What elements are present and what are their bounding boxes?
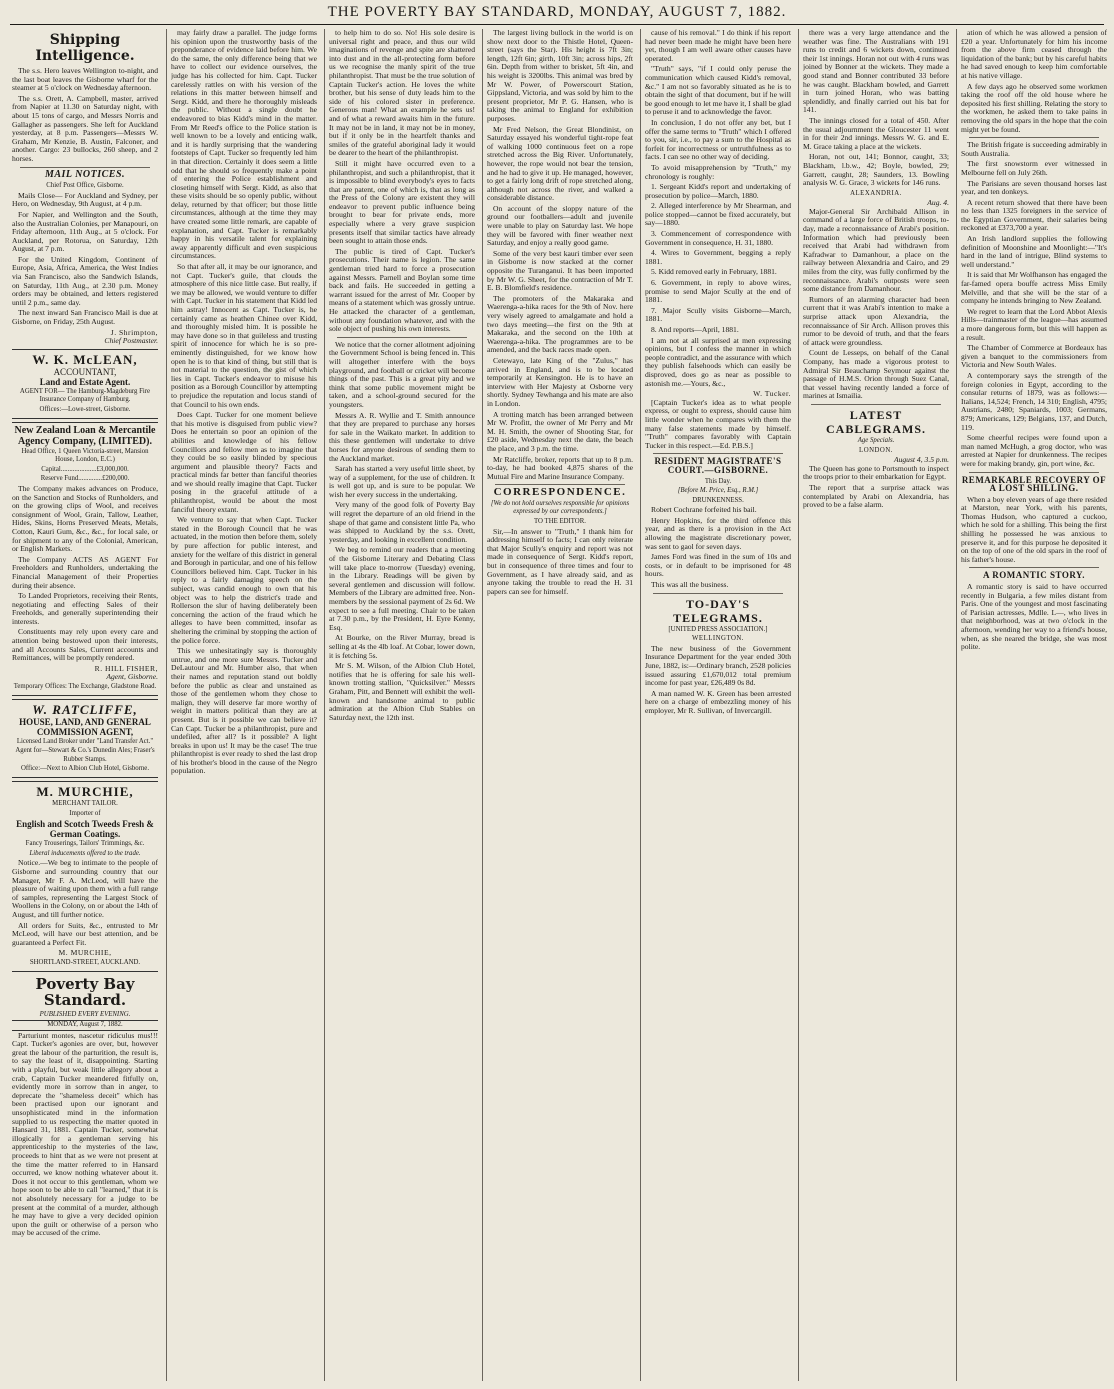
advert-line: Offices:—Lowe-street, Gisborne. bbox=[39, 406, 131, 413]
advert-line: Reserve Fund..............£200,000. bbox=[40, 475, 130, 483]
advert-line: MERCHANT TAILOR. bbox=[52, 800, 118, 807]
advert-paragraph: Constituents may rely upon every care and attention being bestowed upon their interests, and all Accounts Sales, Current accounts and Remittances, will be promptly rendered. bbox=[12, 627, 158, 663]
mail-subheading: Chief Post Office, Gisborne. bbox=[46, 182, 124, 190]
advert-line: Agent for—Stewart & Co.'s Dunedin Ales; Fraser's Rubber Stamps. bbox=[15, 747, 155, 763]
news-paragraph: The first snowstorm ever witnessed in Melbourne fell on July 26th. bbox=[961, 159, 1107, 177]
news-paragraph: A few days ago he observed some workmen taking the roof off the old house where he deposited his first shilling. Relating the story to the workmen, he asked them to take pains in removing the old spars in the hope that the coin might yet be found. bbox=[961, 81, 1107, 134]
column-rule bbox=[956, 29, 957, 1381]
advert-loan-agency bbox=[12, 422, 158, 696]
correspondence-paragraph: In conclusion, I do not offer any bet, but I offer the same terms to "Truth" which I offered to you, sir, i.e., to pay a sum to the Hospital as forfeit for incorrectness or untruthfulness as to facts. I can see no other way of deciding. bbox=[645, 117, 791, 162]
mail-paragraph: The next inward San Francisco Mail is due at Gisborne, on Friday, 25th August. bbox=[12, 308, 158, 327]
divider bbox=[653, 593, 783, 594]
list-item: 7. Major Scully visits Gisborne—March, 1881. bbox=[645, 305, 791, 324]
advert-line: Capital.....................£3,000,000. bbox=[41, 465, 129, 473]
local-news-paragraph: The largest living bullock in the world is on show next door to the Thistle Hotel, Queen-street (says the Star). His height is 7ft 3in; length, 12ft 6in; girth, 10ft 3in; across hips, 2ft 6in. Depth from wither to brisket, 5ft 4in, and his weight is 3200lbs. This animal was bred by Mr W. Power, of Powerscourt Station, Gippsland, Victoria, and was sold by him to the present proprietor, Mr P. G. Hansen, who is taking the animal to England for exhibition purposes. bbox=[487, 29, 633, 123]
local-news-paragraph: A trotting match has been arranged between Mr W. Profitt, the owner of Mr Perry and Mr M. H. Smith, the owner of Shooting Star, for £20 aside, Wednesday next the date, the beach the place, and 3 p.m. the time. bbox=[487, 409, 633, 453]
column-6 bbox=[803, 29, 949, 1381]
advert-signature: M. MURCHIE, bbox=[58, 948, 112, 958]
news-paragraph: Some cheerful recipes were found upon a man named McHugh, a grog doctor, who was arrested at Napier for drunkenness. The recipes were for making brandy, gin, port wine, &c. bbox=[961, 433, 1107, 468]
advert-line: HOUSE, LAND, AND GENERAL COMMISSION AGENT, bbox=[19, 716, 151, 737]
local-news-paragraph: Mr Fred Nelson, the Great Blondinist, on Saturday essayed his wonderful tight-rope feat of walking 1000 continuous feet on a rope stretched across the Big River. Unfortunately, however, the rope would not bear the tension, and he had to give it up. He managed, however, to get a fairly long drift of rope stretched along, although not across the river, and walked a considerable distance. bbox=[487, 124, 633, 203]
local-news-paragraph: Very many of the good folk of Poverty Bay will regret the departure of an old friend in the shape of that game and consistent little Pa, who was shipped to Auckland by the s.s. Orett, yesterday, and looking in excellent condition. bbox=[329, 500, 475, 544]
list-item: 2. Alleged interference by Mr Shearman, and police stopped—cannot be fixed accurately, but say—1880. bbox=[645, 201, 791, 228]
leader-paragraph: Does Capt. Tucker for one moment believe that his motive is disguised from public view? Does he entertain so poor an opinion of the abilities and knowledge of his fellow Councillors and fellow men as to imagine that they could be so easily blinded by specious argument and plausible theory? Facts and practical minds far better than fanciful theories and we should really imagine that Capt. Tucker posing in the graceful attitude of a philanthropist, would be about the most fanciful theory extant. bbox=[171, 410, 317, 514]
telegram-place: WELLINGTON. bbox=[692, 635, 744, 643]
local-news-paragraph: Cetewayo, late King of the "Zulus," has arrived in England, and is to be located temporarily at Kensington. He is to have an interview with Her Majesty at Osborne very shortly. Sydney Tewhanga and his mate are also in London. bbox=[487, 355, 633, 408]
leader-paragraph: The public is tired of Capt. Tucker's prosecutions. Their name is legion. The same gentleman tried hard to force a prosecution against Messrs. Parnell and Boylan some time back and fails. He succeeded in getting a warrant issued for the arrest of Mr. Cooper by means of a statement which was grossly untrue. He attacked the character of a gentleman, without any foundation whatever, and with the sole object of pushing his own interests. bbox=[329, 246, 475, 334]
mail-signature: J. Shrimpton, bbox=[110, 327, 158, 337]
telegram-paragraph: A man named W. K. Green has been arrested here on a charge of embezzling money of his employer, Mr R. Sullivan, of Invercargill. bbox=[645, 688, 791, 715]
advert-line: Importer of bbox=[69, 809, 101, 817]
column-rule bbox=[324, 29, 325, 1381]
cablegram-date: Aug. 4. bbox=[927, 198, 949, 208]
cablegram-paragraph: Count de Lesseps, on behalf of the Canal Company, has made a vigorous protest to Admiral Sir Beauchamp Seymour against the passage of H.M.S. Orion through Suez Canal, that vessel having recently landed a force of marines at Ismailia. bbox=[803, 348, 949, 401]
cablegram-paragraph: The Queen has gone to Portsmouth to inspect the troops prior to their embarkation for Egypt. bbox=[803, 463, 949, 482]
advert-name: New Zealand Loan & Mercantile Agency Company, (LIMITED). bbox=[14, 424, 156, 447]
cablegram-date: August 4, 3.5 p.m. bbox=[893, 455, 949, 465]
advert-mclean bbox=[12, 349, 158, 419]
mail-heading: MAIL NOTICES. bbox=[44, 168, 126, 180]
shipping-paragraph: The s.s. Orett, A. Campbell, master, arrived from Napier at 11.30 on Saturday night, with about 15 tons of cargo, and Messrs Norris and Gallagher as passengers. She left for Auckland yesterday, at 8 p.m. Passengers—Messrs W. Graham, Mr Kenzie, B. Austin, Falconer, and another. Cargo: 23 bullocks, 260 sheep, and 2 horses. bbox=[12, 93, 158, 163]
shipping-heading: Shipping Intelligence. bbox=[35, 32, 135, 64]
romantic-story-paragraph: A romantic story is said to have occurred recently in Bulgaria, a few miles distant from Paris. One of the youngest and most fascinating of Parisian actresses, Mdlle. L—, who lives in that neighborhood, was at two o'clock in the afternoon, wending her way to a friend's house, when, as she neared the bridge, she was most polite. bbox=[961, 582, 1107, 652]
cablegram-paragraph: Horan, not out, 141; Bonnor, caught, 33; Blackham, l.b.w., 42; Boyle, bowled, 29; Garrett, caught, 28; Saunders, 13. Bowling analysis W. G. Grace, 3 wickets for 146 runs. bbox=[803, 152, 949, 188]
list-item: 1. Sergeant Kidd's report and undertaking of prosecution by police—March, 1880. bbox=[645, 182, 791, 200]
local-news-paragraph: We beg to remind our readers that a meeting of the Gisborne Literary and Debating Class will take place to-morrow (Tuesday) evening, in the Library. Readings will be given by several gentlemen and discussion will follow. Members of the Library are admitted free. Non-members by the sessional payment of 2s 6d. We expect to see a full meeting. Chair to be taken at 7.30 p.m., by the President, H. Eyre Kenny, Esq. bbox=[329, 545, 475, 632]
paper-title: Poverty Bay Standard. bbox=[35, 974, 135, 1009]
column-rule bbox=[482, 29, 483, 1381]
advert-signature-address: SHORTLAND-STREET, AUCKLAND. bbox=[29, 958, 141, 966]
masthead: THE POVERTY BAY STANDARD, MONDAY, AUGUST 7, 1882. bbox=[327, 4, 787, 20]
advert-line: Land and Estate Agent. bbox=[39, 376, 131, 387]
divider bbox=[811, 404, 941, 405]
divider bbox=[495, 484, 625, 485]
local-news-paragraph: Some of the very best kauri timber ever seen in Gisborne is now stacked at the corner opposite the Turanganui. It has been imported by Mr W. G. Sheet, for the contraction of Mr T. E. B. Blomfield's residence. bbox=[487, 248, 633, 293]
column-rule bbox=[798, 29, 799, 1381]
masthead-rule bbox=[10, 24, 1104, 25]
advert-paragraph: Notice.—We beg to intimate to the people of Gisborne and surrounding country that our Manager, Mr F. A. McLeod, will have the pleasure of waiting upon them with a full range of samples, representing the Largest Stock of Woollens in the Colony, on or about the 14th of August, and till further notice. bbox=[12, 858, 158, 919]
column-rule bbox=[640, 29, 641, 1381]
news-paragraph: It is said that Mr Wolfhanson has engaged the far-famed opera bouffe actress Miss Emily Melville, and that she will be the star of a company he intends bringing to New Zealand. bbox=[961, 270, 1107, 306]
list-item: 6. Government, in reply to above wires, promise to send Major Scully at the end of 1881. bbox=[645, 278, 791, 305]
advert-paragraph: All orders for Suits, &c., entrusted to Mr McLeod, will have our best attention, and be guaranteed a Perfect Fit. bbox=[12, 920, 158, 947]
advert-murchie bbox=[12, 781, 158, 972]
advert-name: W. K. McLEAN, bbox=[32, 351, 138, 367]
local-news-paragraph: On account of the sloppy nature of the ground our footballers—adult and juvenile were unable to play on Saturday last. We hope they will be favored with finer weather next Saturday, and enjoy a really good game. bbox=[487, 203, 633, 248]
advert-line: English and Scotch Tweeds Fresh & German Coatings. bbox=[16, 819, 154, 840]
leader-paragraph: Still it might have occurred even to a philanthropist, and such a philanthropist, that it is impossible to blind everybody's eyes to facts that are patent, one of which is, that as long as the Press of the Colony are existent they will endeavor to prevent public influence being brought to bear for private ends, more especially where a very grave suspicion presents itself that similar tactics have already been sought to attain those ends. bbox=[329, 158, 475, 246]
chronology-list bbox=[645, 183, 791, 335]
divider bbox=[969, 567, 1099, 568]
correspondence-address: TO THE EDITOR. bbox=[534, 518, 586, 526]
list-item: 4. Wires to Government, begging a reply 1881. bbox=[645, 248, 791, 266]
cablegram-place: ALEXANDRIA. bbox=[850, 189, 902, 197]
news-paragraph: We regret to learn that the Lord Abbot Alexis Hills—trainmaster of the league—has assumed a more dangerous form, but this will happen as a result. bbox=[961, 306, 1107, 342]
advert-name: W. RATCLIFFE, bbox=[32, 701, 138, 717]
column-7 bbox=[961, 29, 1107, 1381]
court-paragraph: This was all the business. bbox=[651, 580, 729, 590]
column-5 bbox=[645, 29, 791, 1381]
column-rule bbox=[166, 29, 167, 1381]
list-item: 3. Commencement of correspondence with Government in consequence, H. 31, 1880. bbox=[645, 229, 791, 247]
news-paragraph: A contemporary says the strength of the foreign colonies in Egypt, according to the consular returns of 1879, was as follows:—Italians, 14,524; French, 14 310; English, 4795; Austrians, 2480; Spaniards, 1003; Germans, 879; Americans, 129; Belgians, 137, and Dutch, 119. bbox=[961, 370, 1107, 432]
paper-date: MONDAY, August 7, 1882. bbox=[12, 1020, 158, 1031]
advert-signature-title: Agent, Gisborne. bbox=[106, 672, 158, 682]
telegrams-heading: TO-DAY'S TELEGRAMS. bbox=[673, 596, 763, 625]
news-paragraph: ation of which he was allowed a pension of £20 a year. Unfortunately for him his income from the above firm ceased through the liquidation of the bank; but by his careful habits he had saved enough to keep him comfortable at his native village. bbox=[961, 29, 1107, 80]
advert-ratcliffe bbox=[12, 699, 158, 778]
leader-paragraph: This we unhesitatingly say is thoroughly untrue, and one more sure Messrs. Tucker and DeLautour and Mr. Humber also, that when their names and reputation stand out boldly before the public as clear and unstained as those of the gentlemen whom they chose to malign, they will deserve far more worthy of weight in matters political than they are at present. But is it possible we can believe it? Can Capt. Tucker be a philanthropist, pure and undefiled, after all? Is it possible? A light breaks in upon us! It may be the case! The true philanthropist is ever ready to shed the last drop of his brother's blood in the cause of the Negro population. bbox=[171, 646, 317, 776]
news-paragraph: A recent return showed that there have been no less than 1325 foreigners in the service of the Egyptian Government, their salaries being reckoned at £373,700 a year. bbox=[961, 197, 1107, 233]
list-item: 8. And reports—April, 1881. bbox=[651, 325, 739, 334]
leader-paragraph: may fairly draw a parallel. The judge forms his opinion upon the trustworthy basis of the preponderance of evidence laid before him. We do the same, the only difference being that we have to collect our evidence ourselves, the judge has his collected for him. Capt. Tucker carelessly rattles on with his version of the relations in this matter between himself and Sergt. Kidd, and there he thoroughly misleads the public. Without a single doubt he endeavored to bias Kidd's mind in the matter. From Mr Reed's office to the Police station is well known to be a lovely and enticing walk, and it is hardly surprising that the wandering footsteps of Capt. Tucker so frequently led him in that direction. Certainly it does seem a little odd that he should so frequently make a point of entering the Police establishment and closeting himself with Sergt. Kidd, as also that these visits should be so openly public, without delay, returned by that officer; but those little circumstances, although at the time they may have created some little remark, are capable of explanation, and Capt. Tucker is remarkably happy in his versatile talent for explaining away apparently difficult and even suspicious circumstances. bbox=[171, 29, 317, 261]
shipping-paragraph: The s.s. Hero leaves Wellington to-night, and the last boat leaves the Gisborne wharf for the steamer at 5 o'clock on Wednesday afternoon. bbox=[12, 66, 158, 93]
advert-line: ACCOUNTANT, bbox=[53, 366, 117, 377]
advert-line: Liberal inducements offered to the trade. bbox=[29, 849, 141, 857]
local-news-paragraph: The promoters of the Makaraka and Waerenga-a-hika races for the 9th of Nov. here very wisely agreed to amalgamate and hold a two days meeting—the first on the 9th at Makaraka, and the second on the 10th at Waerenga-a-hika. The programmes are to be amended, and the back races made open. bbox=[487, 293, 633, 355]
cablegram-paragraph: The report that a surprise attack was contemplated by Arabi on Alexandria, has proved to be a false alarm. bbox=[803, 482, 949, 510]
divider bbox=[969, 472, 1099, 473]
court-day: This Day. bbox=[704, 477, 732, 485]
advert-line: Licensed Land Broker under "Land Transfer Act." bbox=[16, 737, 154, 745]
correspondence-paragraph: To avoid misapprehension by "Truth," my chronology is roughly: bbox=[645, 162, 791, 181]
column-4 bbox=[487, 29, 633, 1381]
column-2 bbox=[171, 29, 317, 1381]
local-news-paragraph: Messrs A. R. Wyllie and T. Smith announce that they are prepared to purchase any horses for sale in the Waikato market. In addition to this these gentlemen will undertake to drive horses for anyone desirous of sending them to the Auckland market. bbox=[329, 410, 475, 463]
correspondence-paragraph: cause of his removal." I do think if his report had never been made he might have been here yet, though I am well aware other causes have operated. bbox=[645, 29, 791, 63]
divider bbox=[337, 337, 467, 338]
correspondence-paragraph: I am not at all surprised at men expressing opinions, but I confess the manner in which people contradict, and the assurance with which they publish falsehoods which can easily be disproved, does go as near as possible to astonish me.—Yours, &c., bbox=[645, 335, 791, 388]
advert-line: Temporary Offices: The Exchange, Gladstone Road. bbox=[13, 683, 157, 691]
column-1 bbox=[12, 29, 158, 1381]
telegram-paragraph: The new business of the Government Insurance Department for the year ended 30th June, 1882, is:—Ordinary branch, 2528 policies issued assuring £1,670,012 total premium income for past year, £26,489 0s 8d. bbox=[645, 643, 791, 688]
advert-line: Office:—Next to Albion Club Hotel, Gisborne. bbox=[20, 765, 150, 773]
cablegram-paragraph: there was a very large attendance and the weather was fine. The Australians with 191 runs to credit and 6 wickets down, continued their 1st innings. Horan not out with 4 runs was joined by Bonner at the wickets. They made a good stand and Bonner contributed 33 before he was caught. Blackham bowled, and Garrett in turn joined Horan, who was batting splendidly, and finally carried out his bat for 141. bbox=[803, 29, 949, 115]
advert-signature: R. HILL FISHER, bbox=[94, 663, 158, 673]
court-paragraph: James Ford was fined in the sum of 10s and costs, or in default to be imprisoned for 48 hours. bbox=[645, 552, 791, 579]
recovery-paragraph: When a boy eleven years of age there resided at Marston, near York, with his parents, Thomas Hudson, who captured a cuckoo, which he sold for a shilling. This being the first shilling he possessed he was anxious to preserve it, and for this purpose he deposited it on the top of one of the old spars in the roof of his father's house. bbox=[961, 494, 1107, 564]
telegrams-subheading: [UNITED PRESS ASSOCIATION.] bbox=[668, 625, 768, 633]
list-item: 5. Kidd removed early in February, 1881. bbox=[651, 267, 777, 277]
local-news-paragraph: We notice that the corner allotment adjoining the Government School is being fenced in. This will altogether interfere with the boys playground, and football or cricket will become things of the past. This is a great pity and we think that some public movement might be taken, and a school-ground secured for the youngsters. bbox=[329, 339, 475, 409]
local-news-paragraph: At Bourke, on the River Murray, bread is selling at 4s the 4lb loaf. At Cobar, lower down, it is fetching 5s. bbox=[329, 633, 475, 660]
correspondence-paragraph: Sir,—In answer to "Truth," I thank him for addressing himself to facts; I can only reiterate that Major Scully's enquiry and report was not made in consequence of Sergt. Kidd's report, but in consequence of three times and four to Government, as I have already said, and as anyone taking the trouble to read the H. 31 papers can see for himself. bbox=[487, 526, 633, 596]
mail-paragraph: For the United Kingdom, Continent of Europe, Asia, Africa, America, the West Indies via San Francisco, also the Sandwich Islands, on Saturday, 11th Aug., at 2.30 p.m. Money orders may be obtained, and letters registered until 2 p.m., same day. bbox=[12, 254, 158, 307]
news-paragraph: The British frigate is succeeding admirably in South Australia. bbox=[961, 140, 1107, 158]
cablegram-paragraph: Rumors of an alarming character had been current that it was Arabi's intention to make a surprise attack upon Alexandria, the reconnaissance of Sir Arch. Allison proves this rumor to be devoid of truth, and that the fears of attack were groundless. bbox=[803, 294, 949, 347]
court-heading: RESIDENT MAGISTRATE'S COURT.—GISBORNE. bbox=[654, 456, 782, 475]
advert-paragraph: The Company ACTS AS AGENT For Freeholders and Runholders, undertaking the Financial Management of their Properties during their absence. bbox=[12, 554, 158, 590]
news-paragraph: An Irish landlord supplies the following definition of Moonshine and Moonlight:—"It's hard in the land of intrigue, Blind systems to well understand." bbox=[961, 234, 1107, 269]
leader-paragraph: Parturiunt montes, nascetur ridiculus mus!!! Capt. Tucker's agonies are over, but, however great the labour of the parturition, the result is, to say the least of it, disappointing. Starting with a playful, but weak little allegory about a crab, Captain Tucker meandered fitfully on, evidently more in sorrow than in anger, to deprecate the "shameless deceit" which has been practised upon our ignorant and unsophisticated mind in the information supplied to us respecting the matter quoted in Hansard 31, 1881. Captain Tucker, somewhat illogically for a gentleman serving his apprenticeship to the mysteries of the law, proceeds to hint that as we were not present at the time the matter referred to in Hansard occurred, we know nothing whatever about it. Does it not occur to this gentleman, whom we hope soon to be able to call "learned," that it is not absolutely necessary for a judge to be present at the commital of a murder, although he may have to give a very decided opinion upon the guilt or otherwise of a person who may be accused of the crime. bbox=[12, 1030, 158, 1238]
court-subheading: DRUNKENNESS. bbox=[692, 496, 744, 504]
mail-paragraph: For Napier, and Wellington and the South, also the Australian Colonies, per Manapouri, on Friday afternoon, 11th Aug., at 5 o'clock. For Auckland, per Rotorua, on Saturday, 12th August, at 7 p.m. bbox=[12, 209, 158, 254]
advert-name: M. MURCHIE, bbox=[36, 784, 134, 799]
leader-paragraph: We venture to say that when Capt. Tucker stated in the Borough Council that he was actuated, in the motion then before them, solely by pure affection for public interest, and anxiety for the welfare of this district in general and Borough in particular, and one of his fellow Councillors believed him. Capt. Tucker in his reply to a fairly damaging speech on the subject, was candid enough to own that his object was to help the district's trade and Rollerson the slur of having deliberately been concerning the action of the fraud which he alleges to have been committed, insofar as sheltering the criminal by stopping the action of the police force. bbox=[171, 515, 317, 645]
correspondence-note: [We do not hold ourselves responsible for opinions expressed by our correspondents.] bbox=[490, 499, 630, 516]
local-news-paragraph: Sarah has started a very useful little sheet, by way of a supplement, for the use of children. It is well got up, and is sure to be popular. We wish her every success in the undertaking. bbox=[329, 464, 475, 499]
advert-line: Head Office, 1 Queen Victoria-street, Mansion House, London, E.C.) bbox=[21, 447, 149, 464]
news-paragraph: The Chamber of Commerce at Bordeaux has given a banquet to the commissioners from Victoria and New South Wales. bbox=[961, 343, 1107, 370]
news-paragraph: The Parisians are seven thousand horses last year, and ten donkeys. bbox=[961, 178, 1107, 197]
correspondence-paragraph: "Truth" says, "if I could only peruse the communication which caused Kidd's removal, &c." I am not so favorably situated as he is to obtain the sight of that document, but if he will be good enough to let me have it, I shall be glad to peruse it and to acknowledge the favor. bbox=[645, 64, 791, 117]
advert-line: AGENT FOR— The Hamburg-Magdeburg Fire Insurance Company of Hamburg. bbox=[19, 387, 151, 404]
cablegram-place: LONDON. bbox=[859, 446, 893, 454]
advert-line: Fancy Trouserings, Tailors' Trimmings, &c. bbox=[25, 840, 145, 848]
leader-paragraph: So that after all, it may be our ignorance, and not Capt. Tucker's guile, that clouds the atmosphere of this nice little case. But really, if we may be allowed, we would venture to differ with Capt. Tucker in his statement that Kidd led him astray! Innocent as Capt. Tucker is, he certainly came as heathen Chinee over Kidd, and thoroughly misled him. It is possible he may have done so in that guileless and trusting spirit of innocence for which he is so pre-eminently distinguished, for we know how open he is to that kind of thing, but still that is not material to the question, the gist of which lies in Capt. Tucker's endeavor to misuse his position as a Borough Councillor by attempting to prejudice the reputation and locus standi of that Council to his own ends. bbox=[171, 262, 317, 409]
correspondence-heading: CORRESPONDENCE. bbox=[493, 486, 627, 499]
mail-signature-title: Chief Postmaster. bbox=[104, 336, 158, 346]
local-news-paragraph: Mr S. M. Wilson, of the Albion Club Hotel, notifies that he is offering for sale his well-known trotting stallion, "Quicksilver." Messrs Graham, Pitt, and Bennett will exhibit the well-known and handsome animal to public admiration at the Albion Club Stables on Saturday next, the 12th inst. bbox=[329, 661, 475, 722]
latest-cablegrams-subheading: Age Specials. bbox=[857, 436, 895, 444]
court-paragraph: Robert Cochrane forfeited his bail. bbox=[651, 505, 757, 515]
editor-note: [Captain Tucker's idea as to what people express, or ought to express, should cause him little wonder when he compares with them the many false statements made by himself. "Truth" compares favorably with Captain Tucker in this respect.—Ed. P.B.S.] bbox=[645, 397, 791, 450]
advert-paragraph: The Company makes advances on Produce, on the Sanction and Stocks of Runholders, and on the growing clips of Wool, and receives consignment of Wool, Grain, Tallow, Leather, Hides, Skins, Horns Preserved Meats, Metals, Cotton, Kauri Gum, &c., &c., for local sale, or for shipment to any of the Colonial, American, or English Markets. bbox=[12, 483, 158, 554]
divider bbox=[653, 453, 783, 454]
paper-subtitle: PUBLISHED EVERY EVENING. bbox=[39, 1010, 131, 1018]
divider bbox=[969, 137, 1099, 138]
latest-cablegrams-heading: LATEST CABLEGRAMS. bbox=[825, 407, 926, 436]
court-before: [Before M. Price, Esq., R.M.] bbox=[677, 487, 759, 495]
cablegram-paragraph: The innings closed for a total of 450. After the usual adjournment the Gloucester 11 went in for their 2nd innings. Messrs W. G. and E. M. Grace taking a place at the wickets. bbox=[803, 115, 949, 151]
advert-paragraph: To Landed Proprietors, receiving their Rents, negotiating and effecting Sales of their Freeholds, and generally superintending their interests. bbox=[12, 591, 158, 626]
recovery-heading: REMARKABLE RECOVERY OF A LOST SHILLING. bbox=[961, 474, 1107, 494]
court-paragraph: Henry Hopkins, for the third offence this year, and as there is a provision in the Act allowing the magistrate discretionary power, was sent to gaol for seven days. bbox=[645, 515, 791, 551]
mail-paragraph: Mails Close— For Auckland and Sydney, per Hero, on Wednesday, 9th August, at 4 p.m. bbox=[12, 190, 158, 209]
cablegram-paragraph: Major-General Sir Archibald Allison in command of a large force of British troops, to-day, made a reconnaissance of Arabi's position. Information which had previously been received that Arabi had withdrawn from Kafradwar to Damanhour, a place on the railway between Alexandria and Cairo, and 29 miles from the city, was fully confirmed by the reconnaissance. Arabi's outposts were seen some distance from Damanhour. bbox=[803, 206, 949, 294]
divider bbox=[20, 167, 150, 168]
romantic-story-heading: A ROMANTIC STORY. bbox=[983, 570, 1085, 581]
correspondence-signature: W. Tucker. bbox=[753, 389, 791, 399]
column-3 bbox=[329, 29, 475, 1381]
leader-paragraph: to help him to do so. No! His sole desire is universal right and peace, and thus our wild imaginations of revenge and spite are shattered into dust and in the all-protecting form before us we recognise the manly spirit of the true philanthropist. That must be the true solution of Captain Tucker's action. He loves the white brother, but his sense of duty leads him to the side of his colored sister in preference. Generous man! What an example he sets us! and of what a reward awaits him in the future. It may not be in land, it may not be in money, but if it only be in the heartfelt thanks and smiles of the grateful aboriginal lady it would be dearer to the heart of the philanthropist. bbox=[329, 29, 475, 158]
local-news-paragraph: Mr Ratcliffe, broker, reports that up to 8 p.m. to-day, he had booked 4,875 shares of the Mutual Fire and Marine Insurance Company. bbox=[487, 454, 633, 481]
